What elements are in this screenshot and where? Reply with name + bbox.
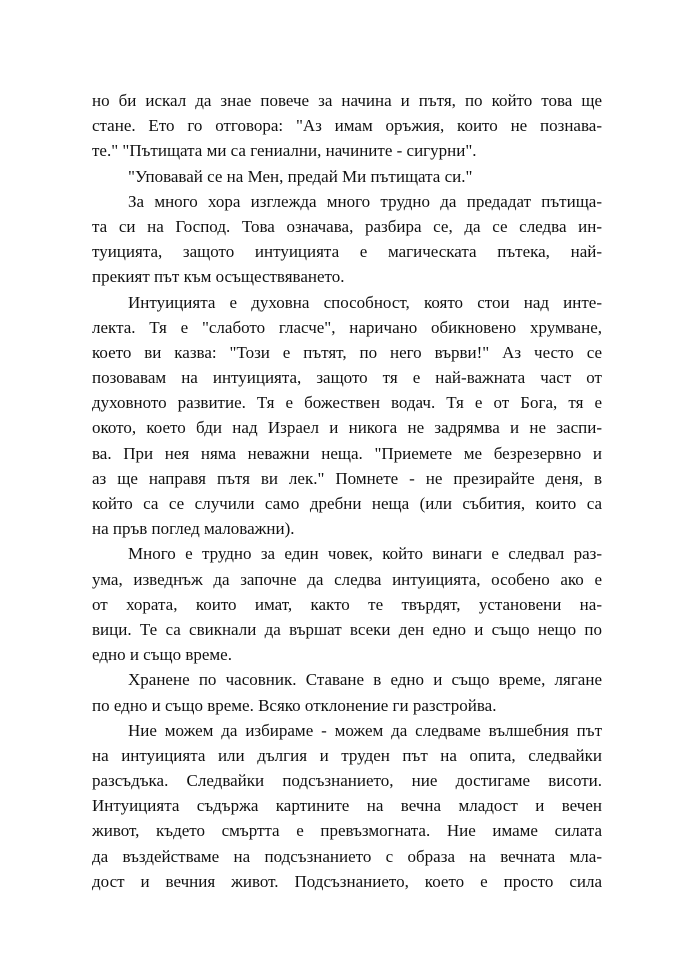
text-line: ва. При нея няма неважни неща. "Приемете ме безрезервно и [92,443,602,463]
text-line: на интуицията или дългия и труден път на опита, следвайки [92,745,602,765]
text-line: едно и също време. [92,645,232,665]
text-line: което ви казва: "Този е пътят, по него върви!" Аз често се [92,342,602,362]
paragraph [92,667,602,717]
text-line: но би искал да знае повече за начина и пътя, по който това ще [92,91,602,110]
text-line: туицията, защото интуицията е магическата пътека, най- [92,242,602,262]
text-line: те." "Пътищата ми са гениални, начините - сигурни". [92,141,477,161]
text-line: по едно и също време. Всяко отклонение ги разстройва. [92,695,497,715]
text-line: прекият път към осъществяването. [92,267,345,287]
paragraph [92,718,602,894]
text-line: на пръв поглед маловажни). [92,519,295,539]
body-text [92,88,602,894]
text-line: позовавам на интуицията, защото тя е най-важната част от [92,368,602,388]
paragraph [92,541,602,667]
text-line: който са се случили само дребни неща (или събития, които са [92,494,602,513]
text-line: аз ще направя пътя ви лек." Помнете - не презирайте деня, в [92,468,602,488]
text-line: Много е трудно за един човек, който винаги е следвал раз- [128,544,602,564]
text-line: вици. Те са свикнали да вършат всеки ден едно и също нещо по [92,619,602,639]
text-line: разсъдъка. Следвайки подсъзнанието, ние достигаме висоти. [92,771,602,791]
text-line: Интуицията е духовна способност, която стои над инте- [128,292,602,312]
paragraph [92,290,602,542]
paragraph [92,189,602,290]
text-line: та си на Господ. Това означава, разбира се, да се следва ин- [92,216,602,236]
text-line: от хората, които имат, както те твърдят, установени на- [92,594,602,614]
text-line: За много хора изглежда много трудно да предадат пътища- [128,191,602,211]
text-line: живот, където смъртта е превъзмогната. Ние имаме силата [92,821,602,841]
text-line: Интуицията съдържа картините на вечна младост и вечен [92,796,602,816]
text-line: "Уповавай се на Мен, предай Ми пътищата си." [128,166,473,186]
text-line: окото, което бди над Израел и никога не задрямва и не заспи- [92,418,602,438]
paragraph [92,164,602,189]
paragraph [92,88,602,164]
text-line: дост и вечния живот. Подсъзнанието, което е просто сила [92,871,602,891]
text-line: Хранене по часовник. Ставане в едно и също време, лягане [128,670,602,690]
text-line: духовното развитие. Тя е божествен водач. Тя е от Бога, тя е [92,393,602,413]
text-line: Ние можем да избираме - можем да следваме вълшебния път [128,720,602,740]
text-line: стане. Ето го отговора: "Аз имам оръжия, които не познава- [92,116,602,136]
text-line: да въздействаме на подсъзнанието с образа на вечната мла- [92,846,602,866]
text-line: ума, изведнъж да започне да следва интуицията, особено ако е [92,569,602,589]
text-line: лекта. Тя е "слабото гласче", наричано обикновено хрумване, [92,317,602,337]
